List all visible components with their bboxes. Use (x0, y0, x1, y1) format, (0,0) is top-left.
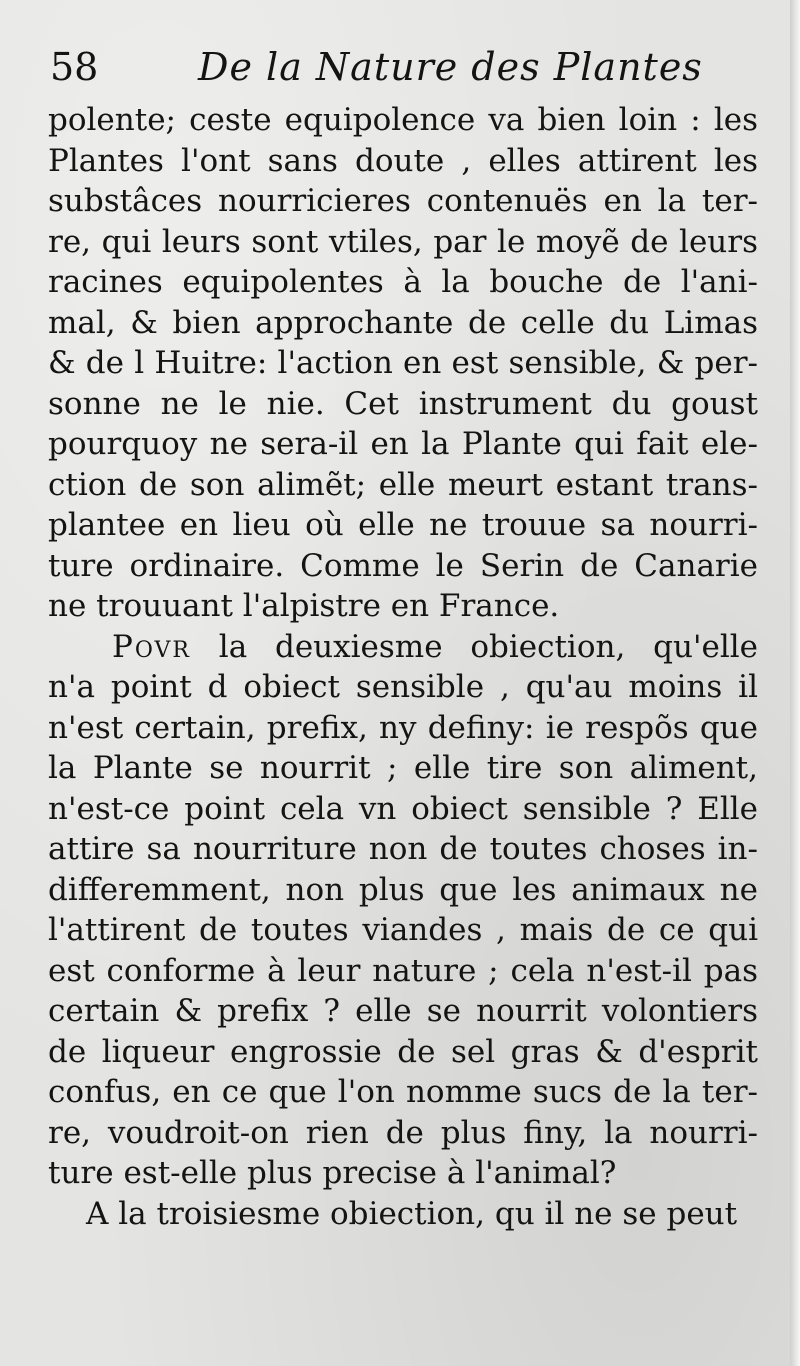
text-line-rest: la deuxiesme obiection, qu'elle (218, 628, 758, 665)
text-line: n'est certain, prefix, ny definy: ie respõs que (48, 709, 758, 746)
text-line: certain & prefix ? elle se nourrit volontiers (48, 993, 758, 1029)
text-line: polente; ceste equipolence va bien loin : les (48, 102, 758, 138)
text-line: ture ordinaire. Comme le Serin de Canarie (48, 547, 758, 584)
text-line: pourquoy ne sera-il en la Plante qui fait ele- (48, 426, 758, 462)
text-line: n'est-ce point cela vn obiect sensible ? Elle (48, 790, 758, 827)
lead-word: Povr (112, 628, 191, 665)
page-edge (790, 0, 800, 1366)
page-number: 58 (50, 45, 99, 89)
paragraph-first-line (48, 627, 758, 668)
text-line: ne trouuant l'alpistre en France. (48, 588, 560, 624)
text-line: differemment, non plus que les animaux ne (48, 871, 758, 908)
text-line: plantee en lieu où elle ne trouue sa nourri- (48, 507, 758, 543)
text-line: & de l Huitre: l'action en est sensible, & per- (48, 345, 758, 381)
text-line: ction de son alimẽt; elle meurt estant trans- (48, 466, 758, 503)
text-line: racines equipolentes à la bouche de l'ani- (48, 264, 758, 300)
text-line: substâces nourricieres contenuës en la ter- (48, 183, 758, 219)
text-line: n'a point d obiect sensible , qu'au moins il (48, 669, 758, 705)
text-line: confus, en ce que l'on nomme sucs de la ter- (48, 1074, 758, 1110)
text-line: attire sa nourriture non de toutes choses in- (48, 831, 758, 867)
text-line: re, voudroit-on rien de plus finy, la nourri- (48, 1114, 758, 1151)
text-line: la Plante se nourrit ; elle tire son aliment, (48, 750, 758, 786)
text-line: re, qui leurs sont vtiles, par le moyẽ de leurs (48, 223, 758, 260)
text-line: de liqueur engrossie de sel gras & d'esprit (48, 1033, 758, 1070)
text-line: l'attirent de toutes viandes , mais de ce qui (48, 912, 758, 948)
body-text (48, 100, 758, 1234)
running-title: De la Nature des Plantes (198, 45, 703, 89)
text-line: sonne ne le nie. Cet instrument du goust (48, 385, 758, 422)
text-line: est conforme à leur nature ; cela n'est-il pas (48, 952, 758, 989)
text-line: ture est-elle plus precise à l'animal? (48, 1155, 617, 1191)
text-line: Plantes l'ont sans doute , elles attirent les (48, 142, 758, 179)
text-line: mal, & bien approchante de celle du Limas (48, 304, 758, 341)
text-line: A la troisiesme obiection, qu il ne se peut (86, 1195, 738, 1232)
page-header (50, 38, 770, 96)
